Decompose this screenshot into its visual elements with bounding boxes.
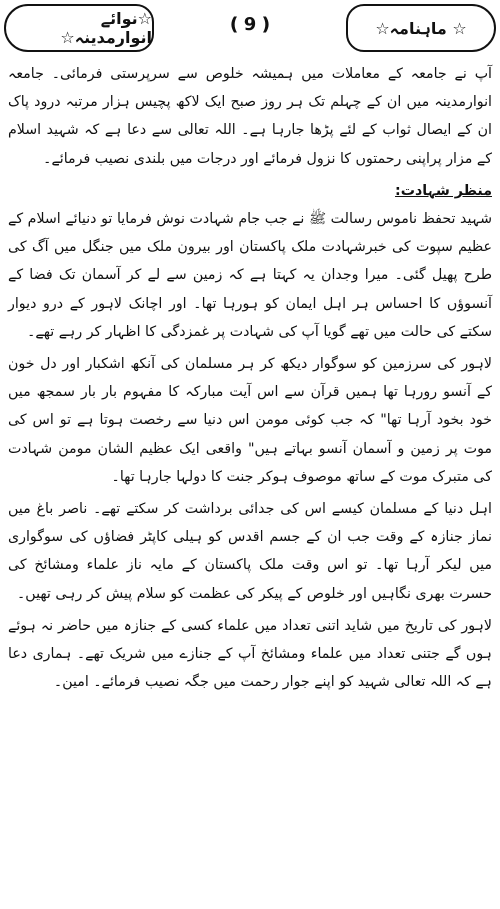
section-heading: منظر شہادت: bbox=[395, 182, 492, 199]
paragraph-5: لاہور کی تاریخ میں شاید اتنی تعداد میں علماء کسی کے جنازہ میں حاضر نہ ہوئے ہوں گے جتنی تعداد میں علماء ومشائخ آپ کے جنازے میں شریک تھے۔ ہماری دعا ہے کہ اللہ تعالی شہید کو اپنے جوار رحمت میں جگہ نصیب فرمائے۔ امین۔ bbox=[8, 617, 492, 691]
paragraph-3: لاہور کی سرزمین کو سوگوار دیکھ کر ہر مسلمان کی آنکھ اشکبار اور دل خون کے آنسو رورہا تھا ہمیں قرآن سے اس آیت مبارکہ کا مفہوم بار بار سمجھ میں خود بخود آرہا تھا" کہ جب کوئی مومن اس دنیا سے رخصت ہوتا ہے تو اس کی موت پر زمین و آسمان آنسو بہاتے ہیں" واقعی ایک عظیم الشان مومن شہادت کی متبرک موت کے ساتھ موصوف ہوکر جنت کا دولہا جارہا تھا۔ bbox=[8, 356, 492, 485]
magazine-name: ☆نوائے انوارمدینہ☆ bbox=[60, 9, 152, 47]
page-number-value: 9 bbox=[243, 14, 257, 35]
page-header bbox=[4, 4, 496, 52]
publication-frequency-box bbox=[346, 4, 496, 52]
article-body bbox=[8, 60, 492, 903]
ornament-left-icon: ❪ bbox=[226, 14, 242, 35]
magazine-name-box bbox=[4, 4, 154, 52]
paragraph-4: اہل دنیا کے مسلمان کیسے اس کی جدائی برداشت کر سکتے تھے۔ ناصر باغ میں نماز جنازہ کے وقت جب ان کے جسم اقدس کو ہیلی کاپٹر فضاؤں کی سوگواری میں لیکر آرہا تھا۔ تو اس وقت ملک پاکستان کے مایہ ناز علماء ومشائخ کی حسرت بھری نگاہیں اور خلوص کے پیکر کی عظمت کو سلام پیش کر رہی تھیں۔ bbox=[8, 501, 492, 602]
paragraph-1: آپ نے جامعہ کے معاملات میں ہمیشہ خلوص سے سرپرستی فرمائی۔ جامعہ انوارمدینہ میں ان کے چہلم تک ہر روز صبح ایک لاکھ پچیس ہزار مرتبہ درود پاک ان کے ایصال ثواب کے لئے پڑھا جارہا ہے۔ اللہ تعالی سے دعا ہے کہ شہید اسلام کے مزار پراپنی رحمتوں کا نزول فرمائے اور درجات میں بلندی نصیب فرمائے۔ bbox=[8, 66, 492, 167]
page-number bbox=[227, 14, 274, 35]
publication-frequency: ☆ ماہنامہ☆ bbox=[375, 18, 467, 38]
ornament-right-icon: ❫ bbox=[258, 14, 274, 35]
paragraph-2: شہید تحفظ ناموس رسالت ﷺ نے جب جام شہادت نوش فرمایا تو دنیائے اسلام کے عظیم سپوت کی خبرشہادت ملک پاکستان اور بیرون ملک میں جنگل میں آگ کی طرح پھیل گئی۔ میرا وجدان یہ کہتا ہے کہ زمین سے لے کر آسمان تک فضا کے آنسوؤں کا احساس ہر اہل ایمان کو ہورہا تھا۔ اور اچانک لاہور کے درو دیوار سکتے کی حالت میں تھے گویا آپ کی شہادت پر غمزدگی کا اظہار کر رہے تھے۔ bbox=[8, 211, 492, 340]
